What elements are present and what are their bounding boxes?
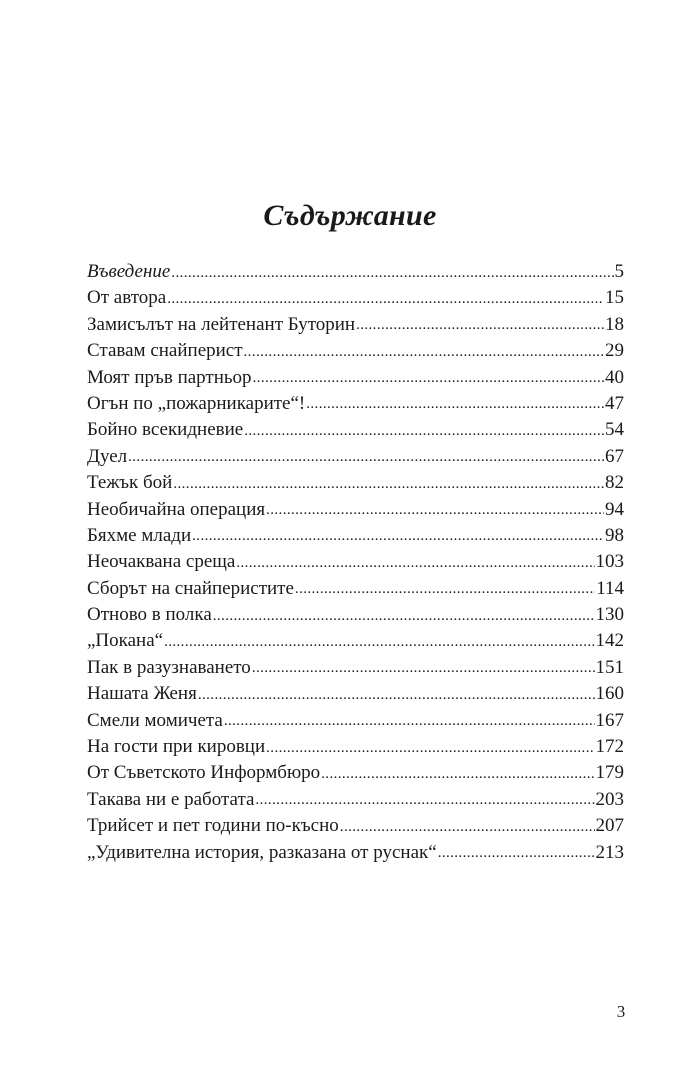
dot-leader [167, 285, 604, 312]
toc-entry-title: От автора [87, 287, 167, 309]
toc-entry-title: Ставам снайперист [87, 340, 243, 362]
toc-entry-page: 29 [605, 340, 624, 362]
toc-entry-page: 54 [605, 419, 624, 441]
dot-leader [128, 443, 604, 470]
dot-leader [164, 628, 594, 655]
dot-leader [171, 259, 613, 286]
toc-entry-page: 179 [595, 762, 624, 784]
toc-entry-page: 40 [605, 366, 624, 388]
toc-entry-title: „Удивителна история, разказана от руснак“ [87, 841, 437, 863]
dot-leader [252, 654, 595, 681]
dot-leader [173, 470, 604, 497]
dot-leader [438, 839, 595, 866]
toc-entry [87, 734, 624, 760]
toc-entry-title: Замисълът на лейтенант Буторин [87, 313, 356, 335]
toc-entry-title: Въведение [87, 261, 171, 282]
toc-entry [87, 813, 624, 839]
toc-entry-title: Такава ни е работата [87, 788, 255, 810]
toc-entry-title: Огън по „пожарникарите“! [87, 392, 306, 414]
dot-leader [295, 575, 595, 602]
toc-entry-title: Отново в полка [87, 604, 212, 626]
toc-entry-title: Неочаквана среща [87, 551, 236, 573]
dot-leader [192, 522, 604, 549]
toc-entry-page: 167 [595, 709, 624, 731]
toc-entry [87, 497, 624, 523]
toc-entry [87, 470, 624, 496]
toc-entry-title: Сборът на снайперистите [87, 577, 294, 599]
toc-entry [87, 602, 624, 628]
toc-entry [87, 840, 624, 866]
toc-entry-page: 142 [595, 630, 624, 652]
dot-leader [253, 364, 604, 391]
toc-entry-page: 67 [605, 445, 624, 467]
toc-entry-page: 98 [605, 524, 624, 546]
toc-entry-page: 18 [605, 313, 624, 335]
toc-entry-page: 94 [605, 498, 624, 520]
dot-leader [224, 707, 595, 734]
toc-entry [87, 549, 624, 575]
toc-entry [87, 576, 624, 602]
toc-entry-title: „Покана“ [87, 630, 164, 652]
toc-entry-page: 114 [596, 577, 624, 599]
toc-entry [87, 312, 624, 338]
toc-entry [87, 760, 624, 786]
toc-entry-title: Тежък бой [87, 472, 173, 494]
toc-entry-page: 130 [595, 604, 624, 626]
dot-leader [321, 760, 594, 787]
toc-entry [87, 444, 624, 470]
toc-entry-page: 5 [614, 261, 624, 282]
toc-entry-title: Дуел [87, 445, 128, 467]
toc-entry-page: 203 [595, 788, 624, 810]
toc-entry-page: 47 [605, 392, 624, 414]
toc-entry-title: Нашата Женя [87, 683, 197, 705]
dot-leader [266, 734, 594, 761]
toc-entry-page: 213 [595, 841, 624, 863]
toc-entry [87, 708, 624, 734]
toc-entry-title: На гости при кировци [87, 736, 266, 758]
toc-entry [87, 655, 624, 681]
dot-leader [213, 602, 595, 629]
dot-leader [236, 549, 594, 576]
toc-entry-page: 82 [605, 472, 624, 494]
toc-entry [87, 628, 624, 654]
page-title: Съдържание [263, 199, 437, 232]
toc-entry [87, 391, 624, 417]
toc-entry-title: От Съветското Информбюро [87, 762, 321, 784]
toc-entry [87, 259, 624, 285]
toc-entry [87, 338, 624, 364]
dot-leader [244, 338, 604, 365]
toc-entry-page: 207 [595, 815, 624, 837]
toc-entry-title: Моят пръв партньор [87, 366, 252, 388]
toc-entry [87, 365, 624, 391]
toc-entry-title: Смели момичета [87, 709, 223, 731]
page-number: 3 [616, 1002, 626, 1021]
toc-entry-page: 103 [595, 551, 624, 573]
toc-entry-page: 151 [595, 656, 624, 678]
dot-leader [356, 311, 604, 338]
toc-entry [87, 523, 624, 549]
toc-entry [87, 285, 624, 311]
dot-leader [266, 496, 604, 523]
toc-entry-page: 172 [595, 736, 624, 758]
dot-leader [198, 681, 595, 708]
toc-entry [87, 681, 624, 707]
toc-entry-title: Необичайна операция [87, 498, 266, 520]
dot-leader [340, 813, 595, 840]
toc-entry [87, 417, 624, 443]
toc-entry-page: 15 [605, 287, 624, 309]
toc-entry-page: 160 [595, 683, 624, 705]
toc-entry-title: Бойно всекидневие [87, 419, 244, 441]
dot-leader [306, 390, 604, 417]
table-of-contents [87, 259, 624, 866]
dot-leader [244, 417, 604, 444]
toc-entry-title: Бяхме млади [87, 524, 192, 546]
toc-entry-title: Трийсет и пет години по-късно [87, 815, 339, 837]
toc-entry-title: Пак в разузнаването [87, 656, 251, 678]
toc-entry [87, 787, 624, 813]
dot-leader [255, 786, 594, 813]
